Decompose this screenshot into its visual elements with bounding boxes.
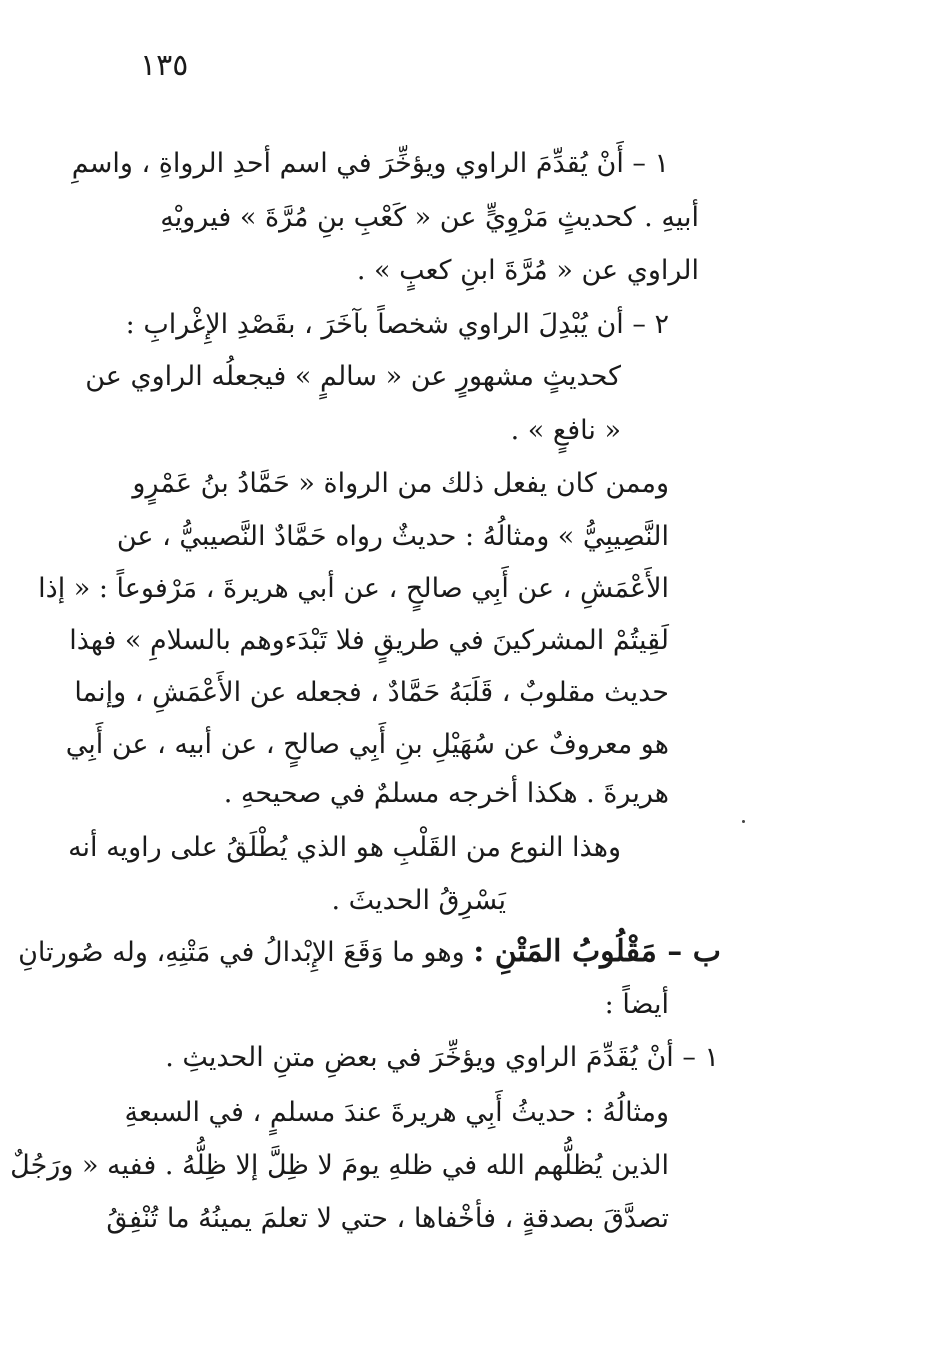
- text-line-5: كحديثٍ مشهورٍ عن « سالمٍ » فيجعلُه الراوي عن: [85, 361, 621, 392]
- text-line-17: ١ – أنْ يُقَدِّمَ الراوي ويؤخِّرَ في بعضِ متنِ الحديثِ .: [165, 1042, 719, 1073]
- text-line-8: النَّصِيبِيُّ » ومثالُهُ : حديثٌ رواه حَمَّادٌ النَّصيبيُّ ، عن: [116, 521, 669, 552]
- text-line-10: لَقِيتُمْ المشركينَ في طريقٍ فلا تَبْدَءوهم بالسلامِ » فهذا: [69, 625, 669, 656]
- text-line-14: وهذا النوع من القَلْبِ هو الذي يُطْلَقُ على راويه أنه: [68, 832, 621, 863]
- text-line-20: تصدَّقَ بصدقةٍ ، فأخْفاها ، حتي لا تعلمَ يمينُهُ ما تُنْفِقُ: [106, 1203, 669, 1234]
- text-line-3: الراوي عن « مُرَّةَ ابنِ كعبٍ » .: [356, 255, 699, 286]
- section-b-heading: [18, 932, 721, 973]
- text-line-9: الأَعْمَشِ ، عن أَبِي صالحٍ ، عن أبي هريرةَ ، مَرْفوعاً : « إذا: [38, 573, 669, 604]
- text-line-7: وممن كان يفعل ذلك من الرواة « حَمَّادُ بنُ عَمْرٍو: [132, 468, 669, 499]
- text-line-6: « نافعٍ » .: [510, 415, 621, 446]
- text-line-13: هريرةَ . هكذا أخرجه مسلمٌ في صحيحهِ .: [223, 778, 669, 809]
- text-line-18: ومثالُهُ : حديثُ أَبِي هريرةَ عندَ مسلمٍ ، في السبعةِ: [124, 1097, 669, 1128]
- section-b-text: وهو ما وَقَعَ الإِبْدالُ في مَتْنِهِ، وله صُورتانِ: [18, 937, 465, 968]
- text-line-11: حديث مقلوبٌ ، قَلَبَهُ حَمَّادٌ ، فجعله عن الأَعْمَشِ ، وإنما: [74, 677, 669, 708]
- text-line-12: هو معروفٌ عن سُهَيْلِ بنِ أَبِي صالحٍ ، عن أبيه ، عن أَبِي: [65, 729, 669, 760]
- scan-speck: [742, 820, 745, 823]
- text-line-15: يَسْرِقُ الحديثَ .: [331, 885, 506, 916]
- page-number: ١٣٥: [140, 48, 189, 83]
- text-line-4: ٢ – أن يُبْدِلَ الراوي شخصاً بآخَرَ ، بقَصْدِ الإِغْرابِ :: [125, 309, 669, 340]
- text-line-19: الذين يُظلُّهم الله في ظلهِ يومَ لا ظِلَّ إلا ظِلُّهُ . ففيه « ورَجُلٌ: [10, 1150, 669, 1181]
- text-line-16: أيضاً :: [604, 989, 669, 1020]
- text-line-2: أبيهِ . كحديثٍ مَرْوِيٍّ عن « كَعْبِ بنِ مُرَّةَ » فيرويْهِ: [160, 202, 699, 233]
- text-line-1: ١ – أَنْ يُقدِّمَ الراوي ويؤخِّرَ في اسم أحدِ الرواةِ ، واسمِ: [71, 148, 669, 179]
- section-b-label: ب – مَقْلُوبُ المَتْنِ :: [473, 934, 721, 969]
